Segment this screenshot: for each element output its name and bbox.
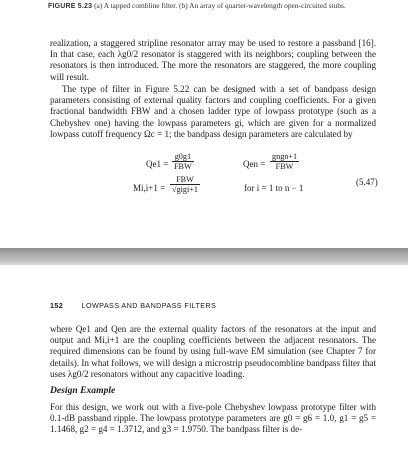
eq-qe1-denominator: FBW xyxy=(174,162,192,171)
eq-coupling-denominator: √gigi+1 xyxy=(172,185,198,194)
eq-qen-denominator: FBW xyxy=(275,162,294,171)
running-head xyxy=(50,301,376,310)
eq-qen-numerator: gngn+1 xyxy=(272,152,298,161)
bottom-page xyxy=(0,265,408,450)
paragraph-design-example: For this design, we work out with a five-pole Chebyshev lowpass prototype filter with 0.1-dB passband ripple. The lowpass prototype parameters are g0 = g6 = 1.0, g1 = g5 = 1.1468, g2 = g4 = 1.3712, and g3 = 1.9750. The bandpass filter is de- xyxy=(50,402,376,435)
figure-caption-text: (a) A tapped combline filter. (b) An array of quarter-wavelength open-circuited stubs. xyxy=(94,1,346,10)
eq-coupling-fraction xyxy=(170,175,200,194)
running-head-title: LOWPASS AND BANDPASS FILTERS xyxy=(81,301,217,310)
paragraph-coupling-coefficients: where Qe1 and Qen are the external quality factors of the resonators at the input and output and Mi,i+1 are the coupling coefficients between the adjacent resonators. The required dimensions can be found by using full-wave EM simulation (see Chapter 7 for details). In what follows, we will design a microstrip pseudocombline bandpass filter that uses λg0/2 resonators without any capacitive loading. xyxy=(50,324,376,379)
section-title: Design Example xyxy=(50,385,116,396)
figure-caption xyxy=(48,2,378,12)
eq-condition: for i = 1 to n − 1 xyxy=(244,183,304,193)
page-gutter xyxy=(0,248,408,265)
paragraph-staggered-resonators: realization, a staggered stripline resonator array may be used to restore a passband [16]. In that case, each λg0/2 resonator is staggered with its neighbors; coupling between the resonators is then introduced. The more the resonators are staggered, the more coupling will result. xyxy=(50,38,376,82)
eq-qe1-fraction xyxy=(172,152,194,171)
equation-number: (5.47) xyxy=(356,177,378,187)
eq-coupling-lhs: Mi,i+1 = xyxy=(133,183,166,193)
eq-coupling-numerator: FBW xyxy=(170,175,200,185)
figure-label: FIGURE 5.23 xyxy=(48,3,93,10)
eq-qe1-lhs: Qe1 = xyxy=(146,159,169,169)
paragraph-design-parameters: The type of filter in Figure 5.22 can be designed with a set of bandpass design parameters consisting of external quality factors and coupling coefficients. For a given fractional bandwidth FBW and a chosen ladder type of lowpass prototype (such as a Chebyshev one) having the lowpass parameters gi, which are given for a normalized lowpass cutoff frequency Ωc = 1; the bandpass design parameters are calculated by xyxy=(50,84,376,139)
eq-qe1-numerator: g0g1 xyxy=(172,152,194,162)
eq-qen-fraction xyxy=(270,152,299,171)
page-number: 152 xyxy=(50,301,64,310)
eq-qen-lhs: Qen = xyxy=(243,159,266,169)
